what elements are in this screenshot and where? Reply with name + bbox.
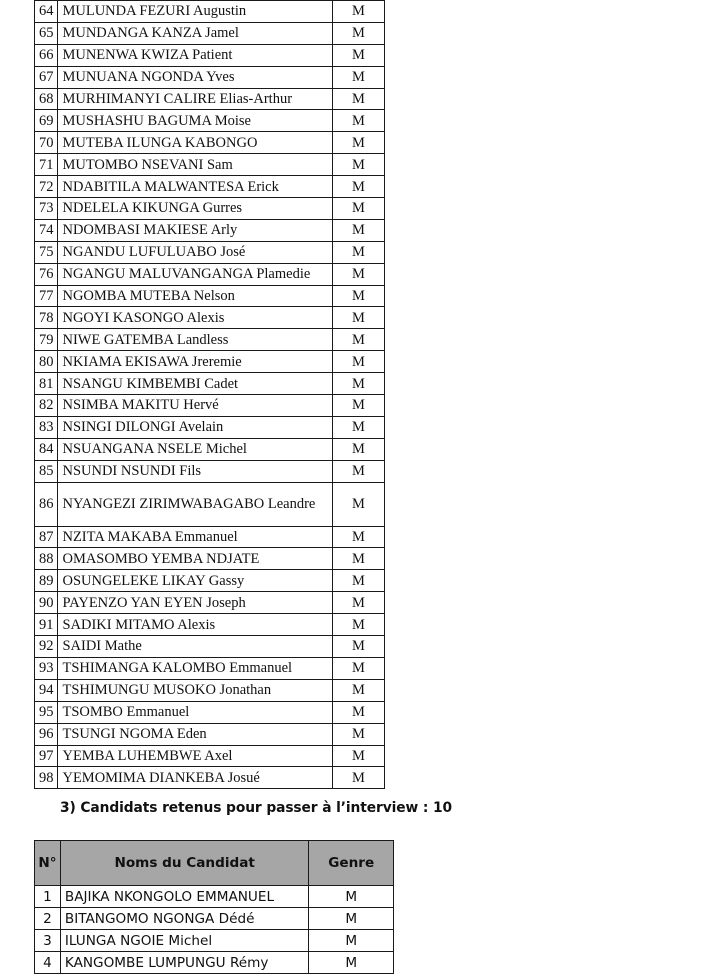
row-number: 3: [35, 930, 61, 952]
candidate-name: NGOYI KASONGO Alexis: [58, 307, 332, 329]
candidate-name: SAIDI Mathe: [58, 636, 332, 658]
table-row: [35, 592, 385, 614]
table-row: [35, 285, 385, 307]
table-row: [35, 351, 385, 373]
candidate-name: YEMBA LUHEMBWE Axel: [58, 745, 332, 767]
row-number: 73: [35, 198, 58, 220]
table-row: [35, 1, 385, 23]
table-row: [35, 373, 385, 395]
row-number: 67: [35, 66, 58, 88]
row-number: 93: [35, 657, 58, 679]
candidate-genre: M: [332, 22, 384, 44]
candidate-name: TSOMBO Emmanuel: [58, 701, 332, 723]
candidate-name: PAYENZO YAN EYEN Joseph: [58, 592, 332, 614]
candidate-genre: M: [332, 44, 384, 66]
candidate-genre: M: [332, 241, 384, 263]
candidate-name: NSANGU KIMBEMBI Cadet: [58, 373, 332, 395]
row-number: 2: [35, 908, 61, 930]
row-number: 79: [35, 329, 58, 351]
row-number: 65: [35, 22, 58, 44]
table-row: [35, 176, 385, 198]
candidate-name: NGOMBA MUTEBA Nelson: [58, 285, 332, 307]
candidate-name: MUNUANA NGONDA Yves: [58, 66, 332, 88]
candidate-genre: M: [332, 548, 384, 570]
retained-table-header-row: [35, 841, 394, 886]
candidate-name: NZITA MAKABA Emmanuel: [58, 526, 332, 548]
candidate-genre: M: [332, 679, 384, 701]
row-number: 1: [35, 886, 61, 908]
candidate-name: NSUANGANA NSELE Michel: [58, 438, 332, 460]
table-row: [35, 886, 394, 908]
table-row: [35, 526, 385, 548]
candidate-genre: M: [332, 263, 384, 285]
row-number: 69: [35, 110, 58, 132]
candidate-name: BAJIKA NKONGOLO EMMANUEL: [60, 886, 309, 908]
candidate-genre: M: [332, 351, 384, 373]
table-row: [35, 745, 385, 767]
candidate-genre: M: [309, 952, 394, 974]
row-number: 83: [35, 416, 58, 438]
candidate-genre: M: [309, 908, 394, 930]
candidates-table: [34, 0, 385, 789]
candidate-genre: M: [332, 592, 384, 614]
candidate-genre: M: [332, 198, 384, 220]
candidate-genre: M: [332, 285, 384, 307]
candidate-genre: M: [332, 614, 384, 636]
candidate-name: TSHIMUNGU MUSOKO Jonathan: [58, 679, 332, 701]
candidate-genre: M: [309, 886, 394, 908]
row-number: 77: [35, 285, 58, 307]
row-number: 76: [35, 263, 58, 285]
candidate-genre: M: [332, 767, 384, 789]
candidate-name: MUNDANGA KANZA Jamel: [58, 22, 332, 44]
table-row: [35, 241, 385, 263]
header-genre: Genre: [309, 841, 394, 886]
row-number: 95: [35, 701, 58, 723]
candidate-genre: M: [332, 395, 384, 417]
candidate-genre: M: [332, 438, 384, 460]
candidate-name: NDOMBASI MAKIESE Arly: [58, 219, 332, 241]
candidate-name: NGANDU LUFULUABO José: [58, 241, 332, 263]
table-row: [35, 395, 385, 417]
candidate-genre: M: [332, 482, 384, 526]
candidate-name: NDELELA KIKUNGA Gurres: [58, 198, 332, 220]
candidate-genre: M: [332, 657, 384, 679]
row-number: 64: [35, 1, 58, 23]
candidate-name: BITANGOMO NGONGA Dédé: [60, 908, 309, 930]
row-number: 81: [35, 373, 58, 395]
row-number: 82: [35, 395, 58, 417]
table-row: [35, 66, 385, 88]
section-heading: 3) Candidats retenus pour passer à l’interview : 10: [60, 800, 452, 816]
candidate-genre: M: [332, 745, 384, 767]
row-number: 85: [35, 460, 58, 482]
candidate-genre: M: [332, 329, 384, 351]
row-number: 98: [35, 767, 58, 789]
table-row: [35, 767, 385, 789]
row-number: 74: [35, 219, 58, 241]
table-row: [35, 657, 385, 679]
table-row: [35, 263, 385, 285]
candidate-genre: M: [332, 176, 384, 198]
candidate-genre: M: [332, 66, 384, 88]
candidate-genre: M: [332, 110, 384, 132]
candidate-name: MURHIMANYI CALIRE Elias-Arthur: [58, 88, 332, 110]
candidate-name: NGANGU MALUVANGANGA Plamedie: [58, 263, 332, 285]
candidate-genre: M: [332, 1, 384, 23]
table-row: [35, 570, 385, 592]
candidate-genre: M: [332, 723, 384, 745]
row-number: 84: [35, 438, 58, 460]
candidate-name: NKIAMA EKISAWA Jreremie: [58, 351, 332, 373]
table-row: [35, 416, 385, 438]
candidate-name: MUSHASHU BAGUMA Moise: [58, 110, 332, 132]
candidate-genre: M: [332, 154, 384, 176]
candidate-name: MUTOMBO NSEVANI Sam: [58, 154, 332, 176]
candidate-name: KANGOMBE LUMPUNGU Rémy: [60, 952, 309, 974]
row-number: 66: [35, 44, 58, 66]
table-row: [35, 701, 385, 723]
candidate-name: MUNENWA KWIZA Patient: [58, 44, 332, 66]
table-row: [35, 723, 385, 745]
row-number: 72: [35, 176, 58, 198]
candidate-genre: M: [332, 307, 384, 329]
table-row: [35, 614, 385, 636]
row-number: 97: [35, 745, 58, 767]
table-row: [35, 329, 385, 351]
candidate-name: SADIKI MITAMO Alexis: [58, 614, 332, 636]
table-row: [35, 88, 385, 110]
header-num: N°: [35, 841, 61, 886]
candidate-genre: M: [309, 930, 394, 952]
candidate-name: OSUNGELEKE LIKAY Gassy: [58, 570, 332, 592]
candidate-name: TSUNGI NGOMA Eden: [58, 723, 332, 745]
table-row: [35, 482, 385, 526]
table-row: [35, 548, 385, 570]
table-row: [35, 930, 394, 952]
candidate-genre: M: [332, 526, 384, 548]
row-number: 86: [35, 482, 58, 526]
row-number: 96: [35, 723, 58, 745]
row-number: 4: [35, 952, 61, 974]
candidate-name: NSIMBA MAKITU Hervé: [58, 395, 332, 417]
table-row: [35, 44, 385, 66]
candidate-genre: M: [332, 219, 384, 241]
candidate-name: NIWE GATEMBA Landless: [58, 329, 332, 351]
table-row: [35, 636, 385, 658]
candidate-name: MUTEBA ILUNGA KABONGO: [58, 132, 332, 154]
table-row: [35, 132, 385, 154]
candidate-genre: M: [332, 570, 384, 592]
row-number: 78: [35, 307, 58, 329]
table-row: [35, 908, 394, 930]
table-row: [35, 22, 385, 44]
table-row: [35, 460, 385, 482]
candidate-name: NSUNDI NSUNDI Fils: [58, 460, 332, 482]
row-number: 90: [35, 592, 58, 614]
candidates-table-body: [35, 1, 385, 789]
row-number: 87: [35, 526, 58, 548]
row-number: 68: [35, 88, 58, 110]
row-number: 70: [35, 132, 58, 154]
candidate-name: TSHIMANGA KALOMBO Emmanuel: [58, 657, 332, 679]
table-row: [35, 307, 385, 329]
row-number: 80: [35, 351, 58, 373]
row-number: 75: [35, 241, 58, 263]
table-row: [35, 154, 385, 176]
candidate-genre: M: [332, 88, 384, 110]
row-number: 71: [35, 154, 58, 176]
candidate-name: ILUNGA NGOIE Michel: [60, 930, 309, 952]
table-row: [35, 438, 385, 460]
candidate-name: OMASOMBO YEMBA NDJATE: [58, 548, 332, 570]
candidate-name: NDABITILA MALWANTESA Erick: [58, 176, 332, 198]
row-number: 89: [35, 570, 58, 592]
table-row: [35, 198, 385, 220]
candidate-name: MULUNDA FEZURI Augustin: [58, 1, 332, 23]
candidate-genre: M: [332, 416, 384, 438]
row-number: 91: [35, 614, 58, 636]
row-number: 88: [35, 548, 58, 570]
row-number: 92: [35, 636, 58, 658]
table-row: [35, 952, 394, 974]
candidate-name: NSINGI DILONGI Avelain: [58, 416, 332, 438]
row-number: 94: [35, 679, 58, 701]
retained-table-body: [35, 886, 394, 974]
candidate-name: NYANGEZI ZIRIMWABAGABO Leandre: [58, 482, 332, 526]
table-row: [35, 679, 385, 701]
candidate-genre: M: [332, 636, 384, 658]
table-row: [35, 110, 385, 132]
candidate-name: YEMOMIMA DIANKEBA Josué: [58, 767, 332, 789]
header-name: Noms du Candidat: [60, 841, 309, 886]
candidate-genre: M: [332, 373, 384, 395]
retained-candidates-table: [34, 840, 394, 974]
table-row: [35, 219, 385, 241]
candidate-genre: M: [332, 460, 384, 482]
candidate-genre: M: [332, 132, 384, 154]
candidate-genre: M: [332, 701, 384, 723]
